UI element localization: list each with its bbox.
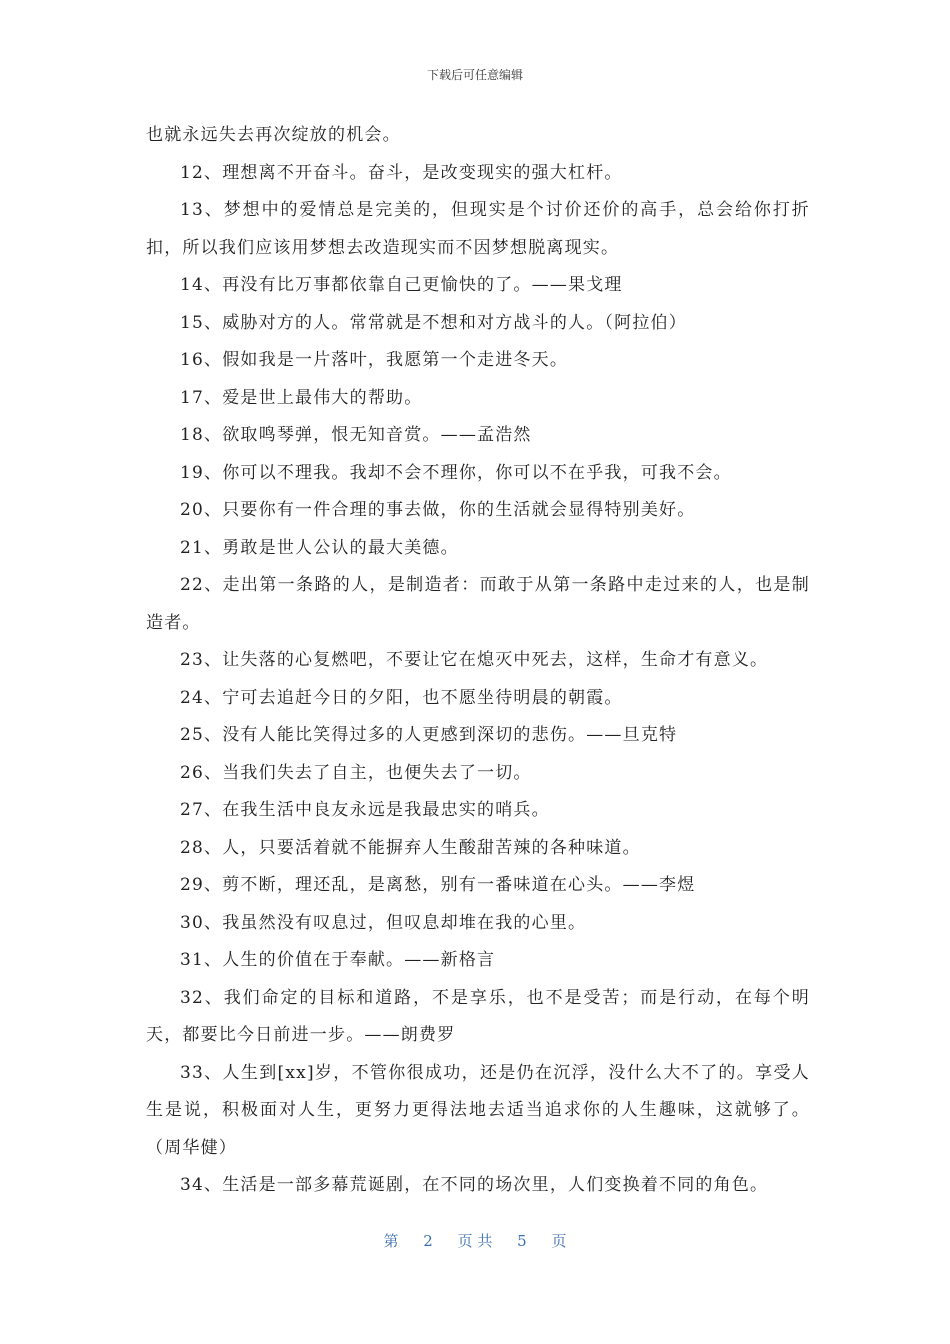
page-current: 2 <box>423 1232 433 1250</box>
paragraph: 33、人生到[xx]岁，不管你很成功，还是仍在沉浮，没什么大不了的。享受人生是说，积极面对人生，更努力更得法地去适当追求你的人生趣味，这就够了。（周华健） <box>146 1062 810 1158</box>
page-header: 下载后可任意编辑 <box>426 68 523 82</box>
paragraph: 26、当我们失去了自主，也便失去了一切。 <box>180 762 532 783</box>
paragraph: 20、只要你有一件合理的事去做，你的生活就会显得特别美好。 <box>180 500 696 520</box>
paragraph: 28、人，只要活着就不能摒弃人生酸甜苦辣的各种味道。 <box>180 837 641 858</box>
page-footer <box>0 1230 950 1251</box>
paragraph: 也就永远失去再次绽放的机会。 <box>146 125 401 145</box>
document-body <box>146 117 810 1205</box>
paragraph: 23、让失落的心复燃吧，不要让它在熄灭中死去，这样，生命才有意义。 <box>180 650 769 670</box>
page-label-mid: 页 共 <box>457 1232 493 1250</box>
paragraph: 21、勇敢是世人公认的最大美德。 <box>180 537 459 558</box>
paragraph: 14、再没有比万事都依靠自己更愉快的了。——果戈理 <box>180 275 623 295</box>
paragraph: 19、你可以不理我。我却不会不理你，你可以不在乎我，可我不会。 <box>180 462 732 483</box>
paragraph: 32、我们命定的目标和道路，不是享乐，也不是受苦；而是行动，在每个明天，都要比今日前进一步。——朗费罗 <box>146 987 810 1045</box>
paragraph: 29、剪不断，理还乱，是离愁，别有一番味道在心头。——李煜 <box>180 875 696 895</box>
paragraph: 18、欲取鸣琴弹，恨无知音赏。——孟浩然 <box>180 425 532 445</box>
paragraph: 25、没有人能比笑得过多的人更感到深切的悲伤。——旦克特 <box>180 725 678 745</box>
paragraph: 22、走出第一条路的人，是制造者：而敢于从第一条路中走过来的人，也是制造者。 <box>146 575 810 633</box>
paragraph: 16、假如我是一片落叶，我愿第一个走进冬天。 <box>180 350 569 370</box>
paragraph: 31、人生的价值在于奉献。——新格言 <box>180 950 496 970</box>
paragraph: 34、生活是一部多幕荒诞剧，在不同的场次里，人们变换着不同的角色。 <box>180 1175 769 1195</box>
paragraph: 17、爱是世上最伟大的帮助。 <box>180 387 423 408</box>
paragraph: 24、宁可去追赶今日的夕阳，也不愿坐待明晨的朝霞。 <box>180 687 623 708</box>
paragraph: 30、我虽然没有叹息过，但叹息却堆在我的心里。 <box>180 912 587 933</box>
paragraph: 15、威胁对方的人。常常就是不想和对方战斗的人。（阿拉伯） <box>180 312 687 333</box>
page-label-suffix: 页 <box>551 1232 567 1250</box>
paragraph: 13、梦想中的爱情总是完美的，但现实是个讨价还价的高手，总会给你打折扣，所以我们应该用梦想去改造现实而不因梦想脱离现实。 <box>146 200 810 258</box>
paragraph: 12、理想离不开奋斗。奋斗，是改变现实的强大杠杆。 <box>180 162 623 183</box>
page-label-prefix: 第 <box>383 1232 399 1250</box>
page-total: 5 <box>517 1232 527 1250</box>
paragraph: 27、在我生活中良友永远是我最忠实的哨兵。 <box>180 800 550 820</box>
